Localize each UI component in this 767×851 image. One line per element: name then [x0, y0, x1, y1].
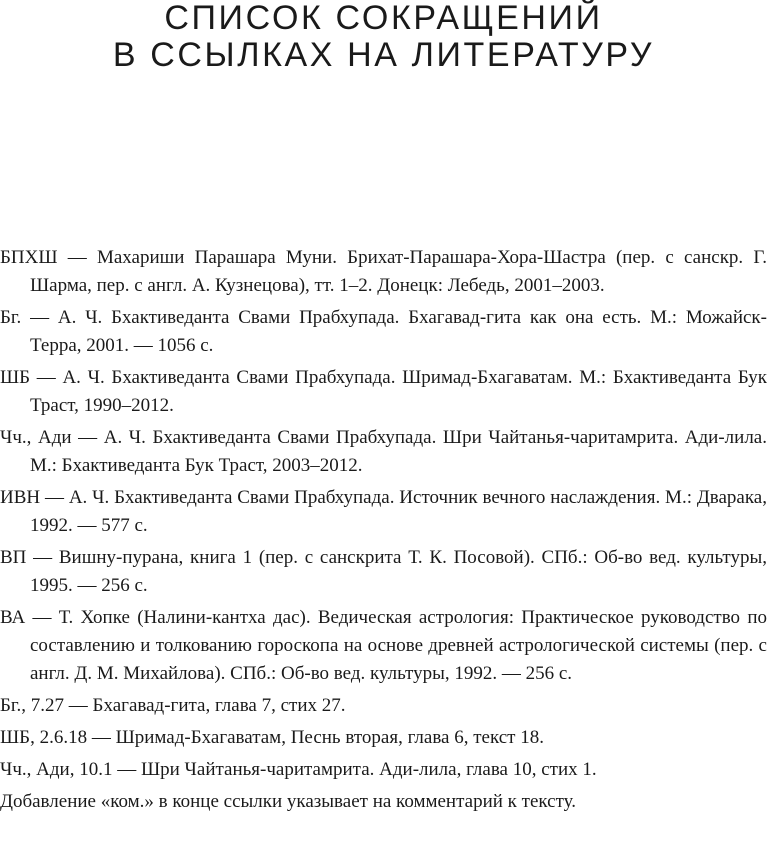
abbreviation-entry-shb: ШБ — А. Ч. Бхактиведанта Свами Прабхупада. Шримад-Бхагаватам. М.: Бхактиведанта Бук Траст, 1990–2012.	[0, 367, 767, 416]
example-entry-shb: ШБ, 2.6.18 — Шримад-Бхагаватам, Песнь вторая, глава 6, текст 18.	[0, 727, 544, 748]
abbreviation-entry-ivn: ИВН — А. Ч. Бхактиведанта Свами Прабхупада. Источник вечного наслаждения. М.: Дварака, 1992. — 577 с.	[0, 487, 767, 536]
abbreviation-entry-vp: ВП — Вишну-пурана, книга 1 (пер. с санскрита Т. К. Посовой). СПб.: Об-во вед. культуры, 1995. — 256 с.	[0, 547, 767, 596]
commentary-note: Добавление «ком.» в конце ссылки указывает на комментарий к тексту.	[0, 791, 576, 812]
abbreviation-entry-bphsh: БПХШ — Махариши Парашара Муни. Брихат-Парашара-Хора-Шастра (пер. с санскр. Г. Шарма, пер. с англ. А. Кузнецова), тт. 1–2. Донецк: Лебедь, 2001–2003.	[0, 247, 767, 296]
abbreviation-entry-chch-adi: Чч., Ади — А. Ч. Бхактиведанта Свами Прабхупада. Шри Чайтанья-чаритамрита. Ади-лила. М.: Бхактиведанта Бук Траст, 2003–2012.	[0, 427, 767, 476]
abbreviation-entry-va: ВА — Т. Хопке (Налини-кантха дас). Ведическая астрология: Практическое руководство по составлению и толкованию гороскопа на основе древней астрологической системы (пер. с англ. Д. М. Михайлова). СПб.: Об-во вед. культуры, 1992. — 256 с.	[0, 607, 767, 684]
page-title-line-2: В ССЫЛКАХ НА ЛИТЕРАТУРУ	[112, 36, 655, 74]
abbreviation-list	[0, 244, 767, 820]
example-entry-bg: Бг., 7.27 — Бхагавад-гита, глава 7, стих 27.	[0, 695, 346, 716]
page-title	[0, 0, 767, 74]
example-entry-chch: Чч., Ади, 10.1 — Шри Чайтанья-чаритамрита. Ади-лила, глава 10, стих 1.	[0, 759, 597, 780]
abbreviation-entry-bg: Бг. — А. Ч. Бхактиведанта Свами Прабхупада. Бхагавад-гита как она есть. М.: Можайск-Терра, 2001. — 1056 с.	[0, 307, 767, 356]
page-title-line-1: СПИСОК СОКРАЩЕНИЙ	[164, 0, 603, 37]
